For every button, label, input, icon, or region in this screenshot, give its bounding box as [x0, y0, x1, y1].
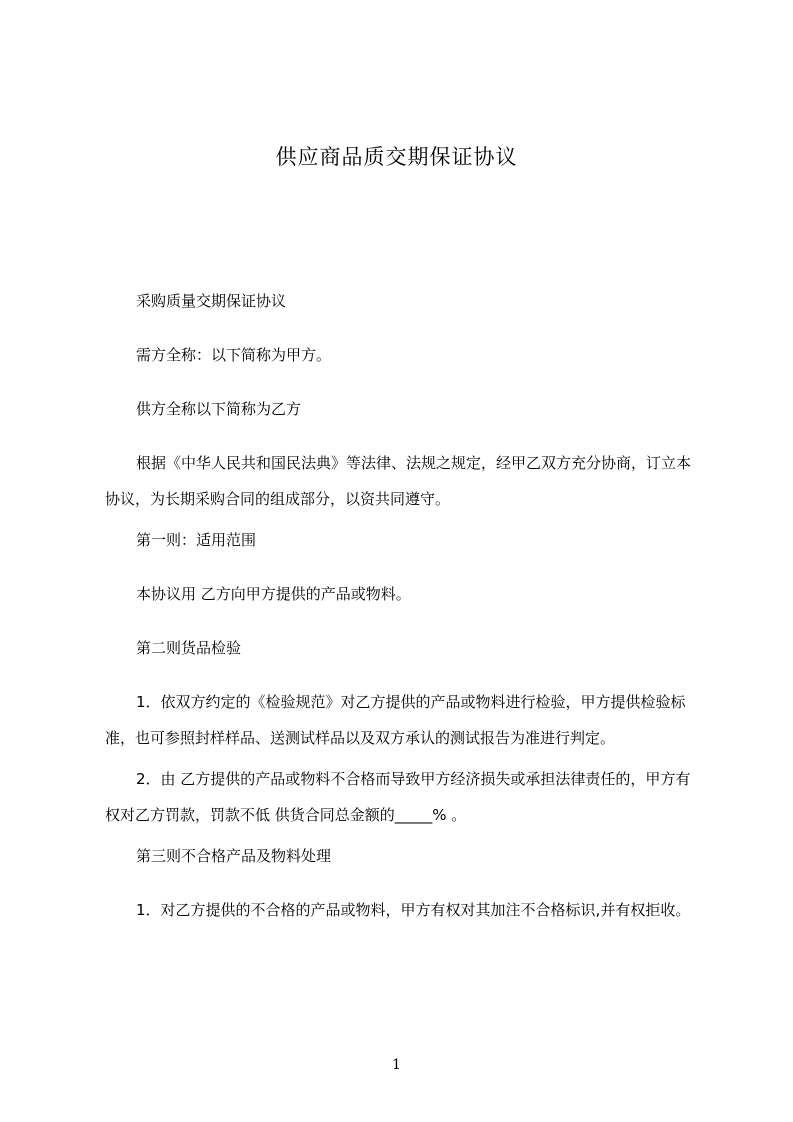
paragraph-supplier-name: 供方全称以下简称为乙方	[136, 400, 302, 418]
paragraph-basis: 根据《中华人民共和国民法典》等法律、法规之规定，经甲乙双方充分协商，订立本协议，为长期采购合同的组成部分，以资共同遵守。	[105, 454, 692, 508]
paragraph-nonconforming-item-1: 1．对乙方提供的不合格的产品或物料，甲方有权对其加注不合格标识,并有权拒收。	[136, 901, 691, 919]
paragraph-agreement-name: 采购质量交期保证协议	[136, 292, 287, 310]
paragraph-inspection-item-1: 1．依双方约定的《检验规范》对乙方提供的产品或物料进行检验，甲方提供检验标准，也可参照封样样品、送测试样品以及双方承认的测试报告为准进行判定。	[105, 693, 686, 747]
paragraph-buyer-name: 需方全称：以下简称为甲方。	[136, 346, 332, 364]
paragraph-scope: 本协议用 乙方向甲方提供的产品或物料。	[136, 585, 411, 603]
section-heading-scope: 第一则：适用范围	[136, 531, 257, 549]
document-title: 供应商品质交期保证协议	[275, 145, 518, 169]
section-heading-nonconforming: 第三则不合格产品及物料处理	[136, 847, 332, 865]
page-number: 1	[392, 1057, 401, 1073]
section-heading-inspection: 第二则货品检验	[136, 639, 242, 657]
paragraph-inspection-item-2: 2．由 乙方提供的产品或物料不合格而导致甲方经济损失或承担法律责任的，甲方有权对乙方罚款，罚款不低 供货合同总金额的_____% 。	[105, 770, 691, 824]
